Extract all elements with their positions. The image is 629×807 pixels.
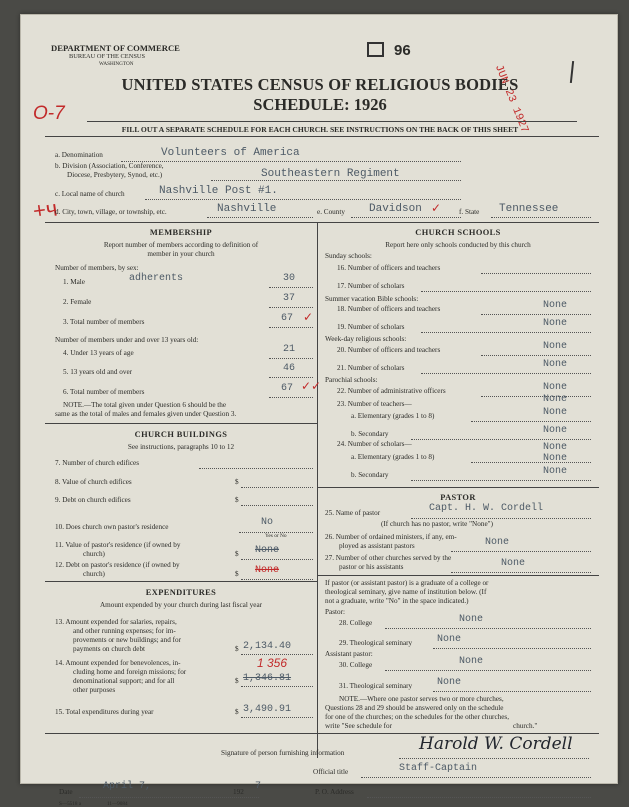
state-field[interactable]: Tennessee	[499, 203, 559, 215]
handwritten-code: O-7	[33, 103, 65, 124]
q6-checkmark: ✓✓	[301, 379, 322, 393]
q2-label: 2. Female	[63, 298, 92, 306]
state-label: f. State	[459, 208, 480, 216]
q1-field[interactable]: 30	[283, 273, 296, 284]
q2-field[interactable]: 37	[283, 293, 296, 304]
q27-field[interactable]: None	[501, 558, 526, 569]
q23b-field[interactable]: None	[543, 425, 568, 436]
q26-field[interactable]: None	[485, 537, 510, 548]
q13-label: 13. Amount expended for salaries, repairs,	[55, 618, 177, 626]
q11-label: 11. Value of pastor's residence (if owned by	[55, 541, 181, 549]
schedule-number: 96	[367, 42, 411, 59]
pastor-note-line4: write "See schedule for	[325, 722, 392, 730]
denomination-label: a. Denomination	[55, 151, 103, 159]
q29-field[interactable]: None	[437, 634, 462, 645]
date-field[interactable]: April 7,	[103, 781, 152, 792]
form-number: S—5518 a	[59, 801, 82, 807]
church-schools-intro: Report here only schools conducted by this church	[385, 241, 531, 249]
q13-label-line3: provements or new buildings; and for	[73, 636, 181, 644]
city-label: d. City, town, village, or township, etc.	[55, 208, 167, 216]
q1-note: adherents	[129, 273, 184, 284]
q6-field[interactable]: 67	[281, 383, 294, 394]
q30-label: 30. College	[339, 661, 373, 669]
pastor-subheading: Pastor:	[325, 608, 345, 616]
official-title-field[interactable]: Staff-Captain	[399, 763, 478, 774]
q24b-field[interactable]: None	[543, 466, 568, 477]
county-checkmark: ✓	[431, 201, 442, 215]
q14-label-line2: cluding home and foreign missions; for	[73, 668, 187, 676]
q31-field[interactable]: None	[437, 677, 462, 688]
members-by-age-label: Number of members under and over 13 years old:	[55, 336, 199, 344]
q12-dollar-sign: $	[235, 570, 239, 578]
q4-field[interactable]: 21	[283, 344, 296, 355]
parochial-schools-label: Parochial schools:	[325, 376, 378, 384]
division-label-line2: Diocese, Presbytery, Synod, etc.)	[67, 171, 163, 179]
pastor-note-line3: for one of the churches; on the schedules for the other churches,	[325, 713, 510, 721]
serial-stamp-box	[367, 42, 384, 57]
q5-label: 5. 13 years old and over	[63, 368, 133, 376]
city-heading: WASHINGTON	[99, 61, 134, 67]
church-buildings-intro: See instructions, paragraphs 10 to 12	[127, 443, 235, 451]
q11-label-line2: church)	[83, 550, 105, 558]
college-instruction-line2: theological seminary, give name of institution below. (If	[325, 588, 487, 596]
division-label: b. Division (Association, Conference,	[55, 162, 164, 170]
q14-label-line3: denominational support; and for all	[73, 677, 175, 685]
q31-label: 31. Theological seminary	[339, 682, 413, 690]
q16-label: 16. Number of officers and teachers	[337, 264, 441, 272]
q9-dollar-sign: $	[235, 496, 239, 504]
church-buildings-heading: CHURCH BUILDINGS	[134, 430, 228, 439]
membership-intro-line2: member in your church	[147, 250, 215, 258]
q8-label: 8. Value of church edifices	[55, 478, 132, 486]
q15-dollar-sign: $	[235, 708, 239, 716]
q12-field[interactable]: None	[255, 565, 280, 576]
q15-field[interactable]: 3,490.91	[243, 704, 292, 715]
pastor-heading: PASTOR	[440, 493, 476, 502]
membership-heading: MEMBERSHIP	[149, 228, 213, 237]
q8-dollar-sign: $	[235, 478, 239, 486]
handwritten-plus-mark: +ч	[31, 195, 59, 224]
q13-dollar-sign: $	[235, 645, 239, 653]
q3-checkmark: ✓	[303, 310, 314, 324]
q30-field[interactable]: None	[459, 656, 484, 667]
q23-label: 23. Number of teachers—	[337, 400, 412, 408]
pastor-note: NOTE.—Where one pastor serves two or more churches,	[339, 695, 504, 703]
summer-schools-label: Summer vacation Bible schools:	[325, 295, 419, 303]
weekday-schools-label: Week-day religious schools:	[325, 335, 407, 343]
date-label: Date	[59, 788, 73, 796]
q24b-label: b. Secondary	[351, 471, 389, 479]
q28-field[interactable]: None	[459, 614, 484, 625]
q14-dollar-sign: $	[235, 677, 239, 685]
signature-field[interactable]: Harold W. Cordell	[419, 734, 573, 754]
q22-field[interactable]: None	[543, 382, 568, 393]
document-subtitle: SCHEDULE: 1926	[253, 95, 387, 114]
county-field[interactable]: Davidson	[369, 203, 422, 215]
members-by-sex-label: Number of members, by sex:	[55, 264, 139, 272]
q28-label: 28. College	[339, 619, 373, 627]
q26-label-line2: ployed as assistant pastors	[339, 542, 415, 550]
q21-label: 21. Number of scholars	[337, 364, 405, 372]
q23a-field[interactable]: None	[543, 407, 568, 418]
print-number: 11—9084	[107, 801, 128, 807]
q14-field[interactable]: 1,346.81	[243, 673, 292, 684]
expenditures-heading: EXPENDITURES	[145, 588, 217, 597]
q12-label-line2: church)	[83, 570, 105, 578]
q25-note: (If church has no pastor, write "None")	[381, 520, 493, 528]
received-date-stamp: JUN 23 1927	[491, 63, 531, 135]
q1-label: 1. Male	[63, 278, 85, 286]
q20-field[interactable]: None	[543, 341, 568, 352]
q14-label: 14. Amount expended for benevolences, in-	[55, 659, 181, 667]
document-title: UNITED STATES CENSUS OF RELIGIOUS BODIES	[121, 75, 519, 94]
q22-label: 22. Number of administrative officers	[337, 387, 446, 395]
college-instruction-line3: not a graduate, write "No" in the space indicated.)	[325, 597, 469, 605]
signature-label: Signature of person furnishing information	[221, 749, 345, 757]
q5-field[interactable]: 46	[283, 363, 296, 374]
q27-label-line2: pastor or his assistants	[339, 563, 404, 571]
city-field[interactable]: Nashville	[217, 203, 277, 215]
q3-label: 3. Total number of members	[63, 318, 145, 326]
q4-label: 4. Under 13 years of age	[63, 349, 134, 357]
q24a-field[interactable]: None	[543, 453, 568, 464]
q7-label: 7. Number of church edifices	[55, 459, 140, 467]
po-address-label: P. O. Address	[315, 788, 354, 796]
membership-intro: Report number of members according to definition of	[103, 241, 259, 249]
q19-field[interactable]: None	[543, 318, 568, 329]
year-field[interactable]: 7	[255, 781, 262, 792]
q23a-label: a. Elementary (grades 1 to 8)	[351, 412, 435, 420]
county-label: e. County	[317, 208, 345, 216]
q27-label: 27. Number of other churches served by the	[325, 554, 452, 562]
pastor-note-line4-end: church."	[513, 722, 538, 730]
q14-handwritten-correction: 1 356	[257, 656, 288, 670]
q14-label-line4: other purposes	[73, 686, 116, 694]
q20-label: 20. Number of officers and teachers	[337, 346, 441, 354]
q12-label: 12. Debt on pastor's residence (if owned by	[55, 561, 180, 569]
q10-label: 10. Does church own pastor's residence	[55, 523, 169, 531]
sunday-schools-label: Sunday schools:	[325, 252, 372, 260]
q3-field[interactable]: 67	[281, 313, 294, 324]
local-name-field[interactable]: Nashville Post #1.	[159, 185, 278, 197]
local-name-label: c. Local name of church	[55, 190, 125, 198]
q13-label-line2: and other running expenses; for im-	[73, 627, 176, 635]
q24-field[interactable]: None	[543, 442, 568, 453]
q15-label: 15. Total expenditures during year	[55, 708, 154, 716]
assistant-pastor-subheading: Assistant pastor:	[325, 650, 373, 658]
expenditures-intro: Amount expended by your church during last fiscal year	[99, 601, 263, 609]
q10-field[interactable]: No	[261, 517, 274, 528]
q24a-label: a. Elementary (grades 1 to 8)	[351, 453, 435, 461]
official-title-label: Official title	[313, 768, 349, 776]
q13-field[interactable]: 2,134.40	[243, 641, 292, 652]
q25-field[interactable]: Capt. H. W. Cordell	[429, 503, 544, 514]
college-instruction: If pastor (or assistant pastor) is a graduate of a college or	[325, 579, 489, 587]
membership-note-line2: same as the total of males and females given under Question 3.	[55, 410, 237, 418]
q29-label: 29. Theological seminary	[339, 639, 413, 647]
division-field[interactable]: Southeastern Regiment	[261, 168, 400, 180]
yes-no-hint: Yes or No	[265, 533, 287, 539]
year-prefix: 192	[233, 788, 244, 796]
column-divider	[317, 222, 318, 758]
q24-label: 24. Number of scholars—	[337, 440, 412, 448]
q11-dollar-sign: $	[235, 550, 239, 558]
bureau-heading: BUREAU OF THE CENSUS	[69, 53, 146, 60]
q25-label: 25. Name of pastor	[325, 509, 381, 517]
department-heading: DEPARTMENT OF COMMERCE	[51, 43, 180, 53]
q11-field[interactable]: None	[255, 545, 280, 556]
church-schools-heading: CHURCH SCHOOLS	[415, 228, 501, 237]
q18-field[interactable]: None	[543, 300, 568, 311]
pastor-note-line2: Questions 28 and 29 should be answered only on the schedule	[325, 704, 504, 712]
q6-label: 6. Total number of members	[63, 388, 145, 396]
q23-field[interactable]: None	[543, 394, 568, 405]
membership-note: NOTE.—The total given under Question 6 should be the	[63, 401, 227, 409]
q9-label: 9. Debt on church edifices	[55, 496, 131, 504]
q17-label: 17. Number of scholars	[337, 282, 405, 290]
q19-label: 19. Number of scholars	[337, 323, 405, 331]
q21-field[interactable]: None	[543, 359, 568, 370]
instruction-line: FILL OUT A SEPARATE SCHEDULE FOR EACH CHURCH. SEE INSTRUCTIONS ON THE BACK OF THIS SHEET	[121, 125, 519, 134]
census-schedule-sheet	[20, 14, 618, 807]
q13-label-line4: payments on church debt	[73, 645, 146, 653]
q26-label: 26. Number of ordained ministers, if any, em-	[325, 533, 457, 541]
q18-label: 18. Number of officers and teachers	[337, 305, 441, 313]
denomination-field[interactable]: Volunteers of America	[161, 147, 300, 159]
q23b-label: b. Secondary	[351, 430, 389, 438]
